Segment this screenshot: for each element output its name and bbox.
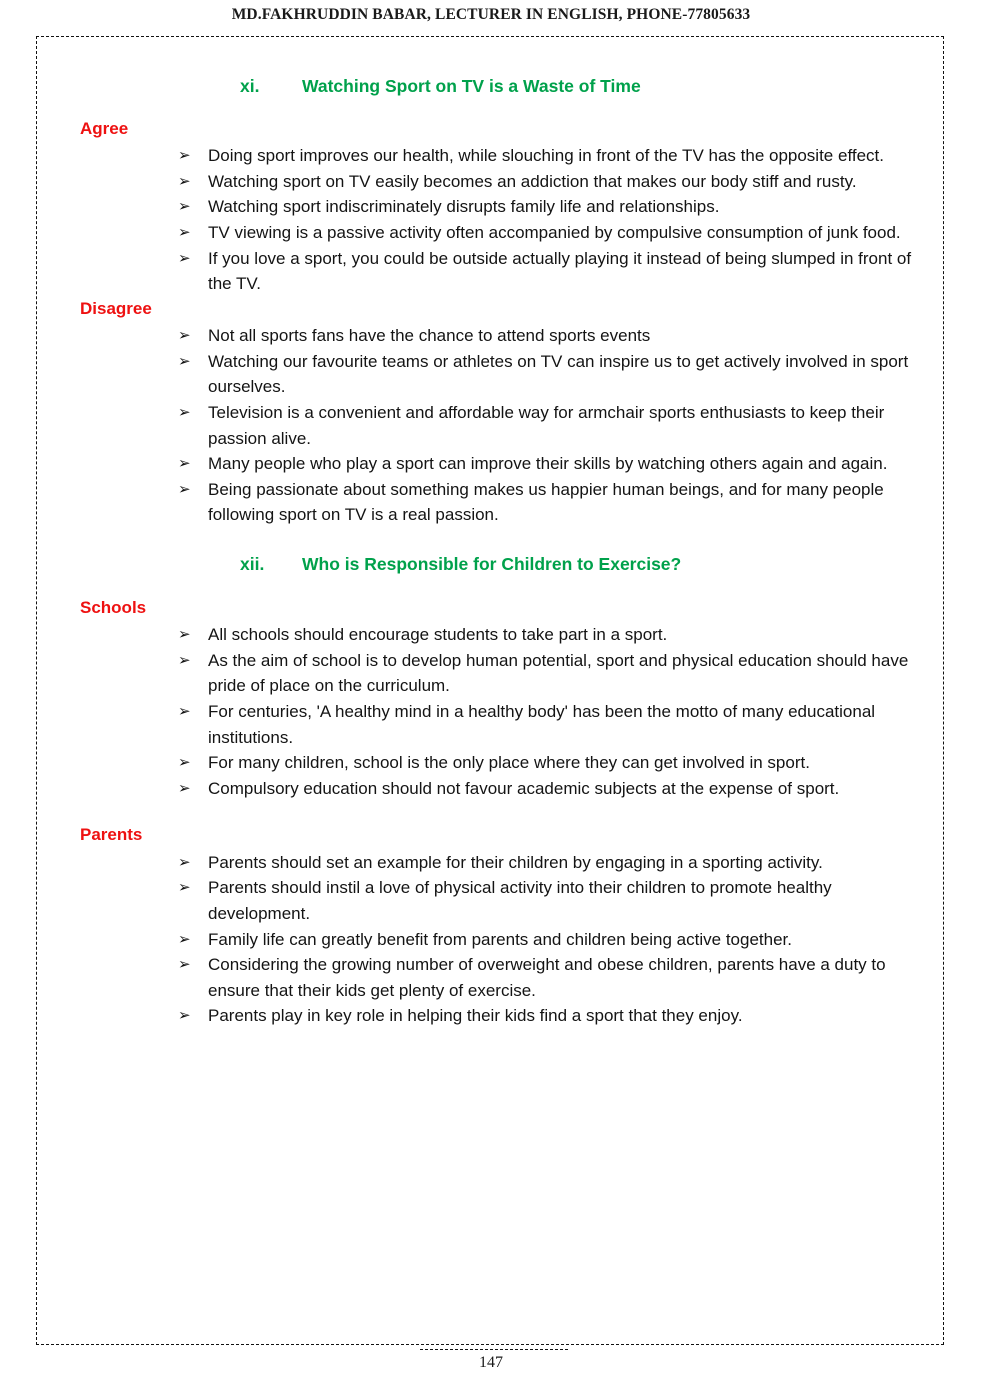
bullet-list-agree — [56, 143, 932, 297]
list-item-text: For many children, school is the only place where they can get involved in sport. — [208, 753, 810, 773]
list-item — [178, 400, 932, 451]
footer-divider — [420, 1349, 568, 1350]
list-item — [178, 349, 932, 400]
list-item — [178, 477, 932, 528]
list-item — [178, 246, 932, 297]
list-item — [178, 1003, 932, 1029]
list-item — [178, 850, 932, 876]
arrow-bullet-icon: ➢ — [178, 650, 191, 669]
list-item — [178, 875, 932, 926]
section-numeral-xii: xii. — [240, 553, 265, 574]
list-item — [178, 952, 932, 1003]
running-header: MD.FAKHRUDDIN BABAR, LECTURER IN ENGLISH, PHONE-77805633 — [231, 6, 751, 23]
list-item-text: Parents should instil a love of physical activity into their children to promote healthy development. — [208, 878, 832, 923]
list-item-text: Parents should set an example for their children by engaging in a sporting activity. — [208, 852, 823, 872]
list-item-text: Parents play in key role in helping their kids find a sport that they enjoy. — [208, 1006, 743, 1026]
list-item — [178, 648, 932, 699]
section-heading-xi: Watching Sport on TV is a Waste of Time — [302, 76, 641, 96]
page-number: 147 — [479, 1354, 503, 1371]
list-item-text: Television is a convenient and affordable way for armchair sports enthusiasts to keep their passion alive. — [208, 403, 885, 448]
list-item-text: Compulsory education should not favour academic subjects at the expense of sport. — [208, 778, 840, 798]
list-item-text: Not all sports fans have the chance to attend sports events — [208, 326, 651, 346]
arrow-bullet-icon: ➢ — [178, 351, 191, 370]
list-item — [178, 169, 932, 195]
arrow-bullet-icon: ➢ — [178, 929, 191, 948]
arrow-bullet-icon: ➢ — [178, 852, 191, 871]
arrow-bullet-icon: ➢ — [178, 146, 191, 165]
arrow-bullet-icon: ➢ — [178, 702, 191, 721]
arrow-bullet-icon: ➢ — [178, 403, 191, 421]
list-item — [178, 194, 932, 220]
list-item — [178, 323, 932, 349]
arrow-bullet-icon: ➢ — [178, 778, 191, 797]
bullet-list-parents — [56, 850, 932, 1029]
arrow-bullet-icon: ➢ — [178, 625, 191, 644]
list-item — [178, 622, 932, 648]
arrow-bullet-icon: ➢ — [178, 1006, 191, 1025]
section-title-xi — [56, 76, 932, 98]
bullet-list-schools — [56, 622, 932, 801]
list-item — [178, 927, 932, 953]
list-item-text: Family life can greatly benefit from parents and children being active together. — [208, 929, 792, 949]
list-item — [178, 776, 932, 802]
list-item-text: Watching sport on TV easily becomes an addiction that makes our body stiff and rusty. — [208, 171, 857, 191]
stance-heading-schools: Schools — [80, 597, 147, 617]
stance-heading-parents: Parents — [80, 825, 143, 845]
arrow-bullet-icon: ➢ — [178, 479, 191, 498]
section-numeral-xi: xi. — [240, 76, 260, 96]
list-item-text: Doing sport improves our health, while slouching in front of the TV has the opposite effect. — [208, 146, 884, 166]
section-heading-xii: Who is Responsible for Children to Exercise? — [302, 553, 682, 574]
list-item-text: As the aim of school is to develop human potential, sport and physical education should have pride of place on the curriculum. — [208, 650, 909, 696]
list-item-text: For centuries, 'A healthy mind in a healthy body' has been the motto of many educational institutions. — [208, 702, 876, 747]
list-item — [178, 750, 932, 776]
list-item-text: Many people who play a sport can improve their skills by watching others again and again. — [208, 454, 888, 474]
list-item — [178, 220, 932, 246]
stance-heading-agree: Agree — [80, 118, 129, 138]
stance-heading-disagree: Disagree — [80, 298, 152, 318]
list-item-text: Watching sport indiscriminately disrupts family life and relationships. — [208, 197, 720, 217]
list-item-text: All schools should encourage students to take part in a sport. — [208, 625, 668, 645]
section-title-xii — [56, 554, 932, 576]
list-item-text: Considering the growing number of overweight and obese children, parents have a duty to ensure that their kids get plenty of exercise. — [208, 955, 886, 1000]
list-item-text: If you love a sport, you could be outside actually playing it instead of being slumped in front of the TV. — [208, 248, 912, 294]
list-item — [178, 143, 932, 169]
list-item-text: TV viewing is a passive activity often accompanied by compulsive consumption of junk food. — [208, 223, 901, 243]
arrow-bullet-icon: ➢ — [178, 248, 191, 267]
bullet-list-disagree — [56, 323, 932, 528]
list-item-text: Watching our favourite teams or athletes on TV can inspire us to get actively involved in sport ourselves. — [208, 351, 909, 397]
list-item — [178, 451, 932, 477]
arrow-bullet-icon: ➢ — [178, 753, 191, 772]
list-item — [178, 699, 932, 750]
arrow-bullet-icon: ➢ — [178, 326, 191, 345]
arrow-bullet-icon: ➢ — [178, 878, 191, 897]
arrow-bullet-icon: ➢ — [178, 171, 191, 190]
arrow-bullet-icon: ➢ — [178, 197, 191, 216]
page-content — [36, 36, 944, 1345]
list-item-text: Being passionate about something makes us happier human beings, and for many people following sport on TV is a real passion. — [208, 479, 884, 525]
arrow-bullet-icon: ➢ — [178, 955, 191, 974]
arrow-bullet-icon: ➢ — [178, 223, 191, 242]
arrow-bullet-icon: ➢ — [178, 454, 191, 473]
